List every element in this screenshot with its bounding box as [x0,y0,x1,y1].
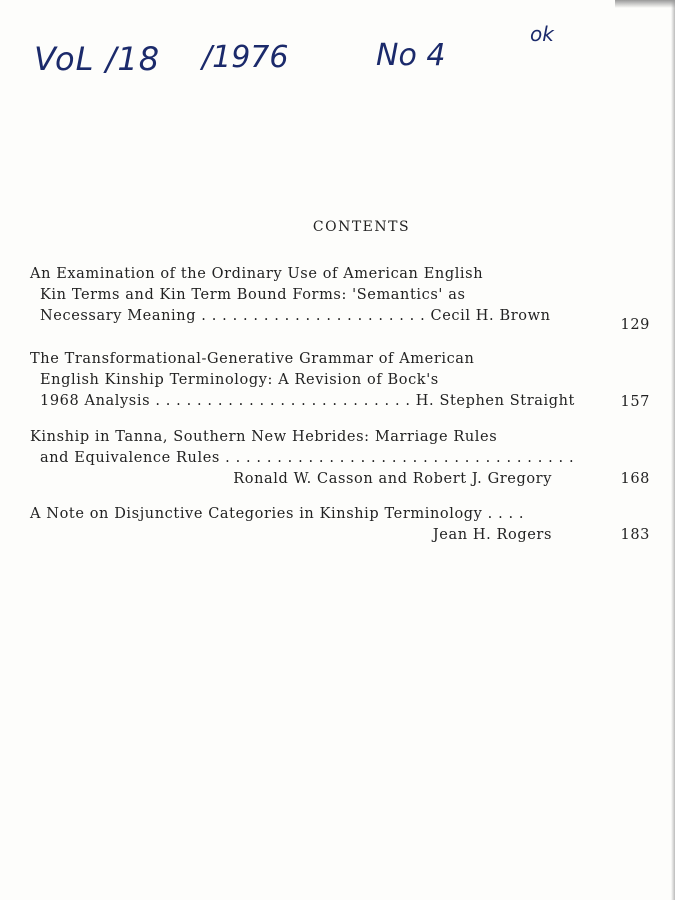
entry-page-number: 157 [620,394,650,410]
entry-author-line [30,525,650,546]
entry-page-number: 168 [620,471,650,487]
entry-author: Ronald W. Casson and Robert J. Gregory [233,471,552,487]
toc-entry [30,427,650,490]
entry-title-line: The Transformational-Generative Grammar of American [30,351,475,367]
entry-author: Jean H. Rogers [432,527,552,543]
contents-heading: CONTENTS [312,219,411,235]
toc-entry [30,264,650,333]
entry-author-line [30,469,650,490]
entry-title-line: Kinship in Tanna, Southern New Hebrides: Marriage Rules [30,429,498,445]
entry-title-author-line: Necessary Meaning . . . . . . . . . . . . . . . . . . . . . . Cecil H. Brown [40,308,551,324]
entry-title-line: English Kinship Terminology: A Revision of Bock's [40,372,439,388]
page-edge-shadow [671,0,675,900]
entry-title-line: An Examination of the Ordinary Use of American English [30,266,484,282]
handwritten-year: /1976 [202,40,289,75]
entry-title-line: Kin Terms and Kin Term Bound Forms: 'Semantics' as [40,287,466,303]
entry-title-author-line: 1968 Analysis . . . . . . . . . . . . . . . . . . . . . . . . . H. Stephen Straight [40,393,575,409]
toc-entry [30,349,650,412]
entry-title-line: A Note on Disjunctive Categories in Kinship Terminology . . . . [30,506,525,522]
handwritten-number: No 4 [376,38,446,73]
handwritten-volume: VoL /18 [34,40,161,78]
entry-page-number: 183 [620,527,650,543]
toc-entry [30,504,650,546]
page-corner-shadow [615,0,675,8]
handwritten-ok-mark: ok [530,22,554,46]
entry-title-line: and Equivalence Rules . . . . . . . . . . . . . . . . . . . . . . . . . . . . . . . . . . [40,450,575,466]
entry-page-number: 129 [620,317,650,333]
